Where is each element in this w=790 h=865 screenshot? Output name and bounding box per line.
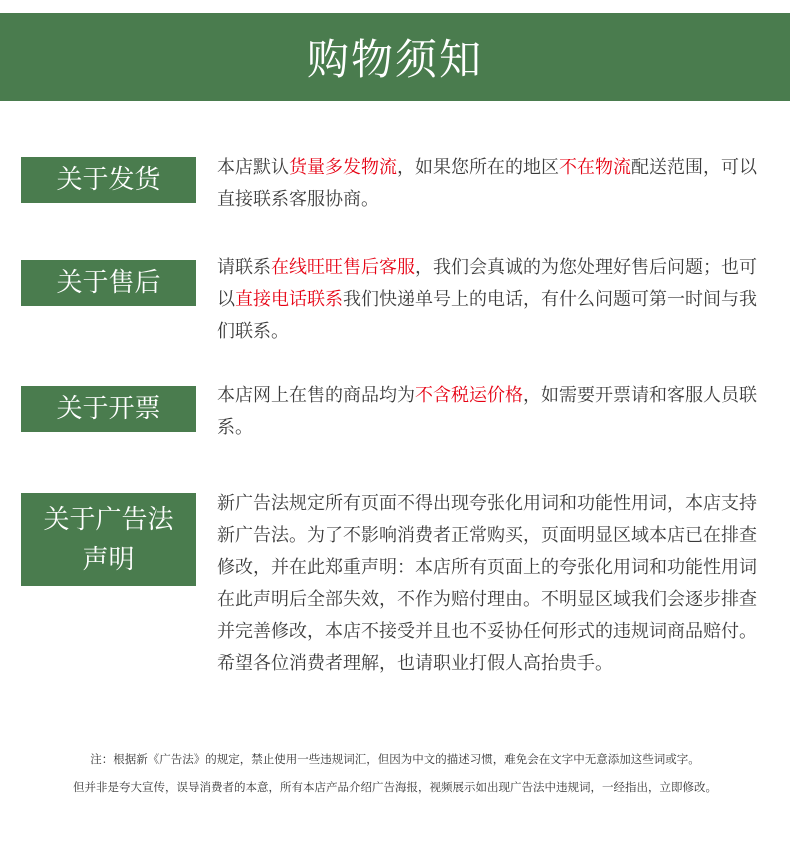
text-part: 请联系	[217, 257, 271, 278]
page-title: 购物须知	[306, 35, 483, 84]
section-label-after-sales: 关于售后	[21, 260, 196, 306]
highlight-text: 不含税运价格	[415, 385, 523, 406]
section-label-shipping: 关于发货	[21, 157, 196, 203]
highlight-text: 在线旺旺售后客服	[271, 257, 415, 278]
text-part: 本店默认	[217, 157, 289, 178]
section-label-ad-law	[21, 493, 196, 586]
highlight-text: 直接电话联系	[235, 289, 343, 310]
section-label-line: 声明	[82, 544, 135, 575]
text-part: ，如果您所在的地区	[397, 157, 559, 178]
highlight-text: 货量多发物流	[289, 157, 397, 178]
footnote-line-1: 注：根据新《广告法》的规定，禁止使用一些违规词汇，但因为中文的描述习惯，难免会在文字中无意添加这些词或字。	[90, 752, 700, 766]
section-text-shipping	[217, 152, 765, 216]
text-part: ，我们会真诚的为您处理好售后问题；也可以	[217, 257, 757, 310]
highlight-text: 不在物流	[559, 157, 631, 178]
text-part: 我们快递单号上的电话，有什么问题可第一时间与我们联系。	[217, 289, 757, 342]
footnote-line-2: 但并非是夸大宣传，误导消费者的本意，所有本店产品介绍广告海报，视频展示如出现广告法中违规词，一经指出，立即修改。	[73, 780, 717, 794]
text-part: 配送范围，可以直接联系客服协商。	[217, 157, 757, 210]
page-header	[0, 13, 790, 101]
section-label-line: 关于广告法	[43, 504, 174, 535]
text-part: 本店网上在售的商品均为	[217, 385, 415, 406]
section-text-ad-law	[217, 488, 765, 680]
text-part: ，如需要开票请和客服人员联系。	[217, 385, 757, 438]
section-text-invoice	[217, 380, 765, 444]
section-text-after-sales	[217, 252, 765, 348]
text-part: 新广告法规定所有页面不得出现夸张化用词和功能性用词，本店支持新广告法。为了不影响消费者正常购买，页面明显区域本店已在排查修改，并在此郑重声明：本店所有页面上的夸张化用词和功能性用词在此声明后全部失效，不作为赔付理由。不明显区域我们会逐步排查并完善修改，本店不接受并且也不妥协任何形式的违规词商品赔付。希望各位消费者理解，也请职业打假人高抬贵手。	[217, 493, 757, 674]
section-label-invoice: 关于开票	[21, 386, 196, 432]
